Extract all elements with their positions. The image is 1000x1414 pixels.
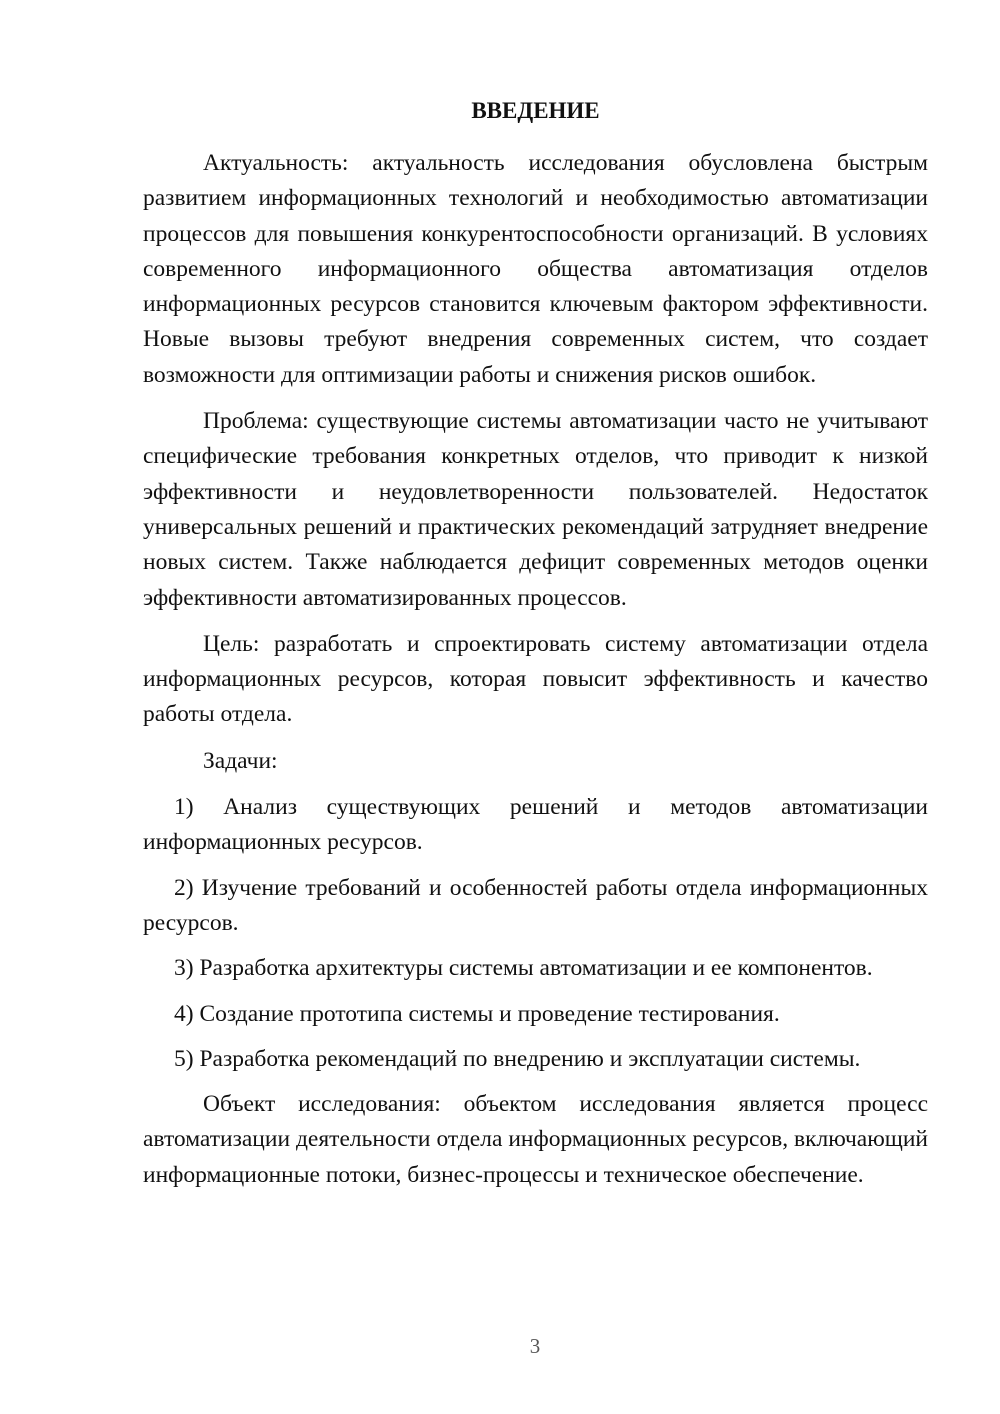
task-item-3: 3) Разработка архитектуры системы автоматизации и ее компонентов. <box>174 955 873 982</box>
task-item-1: 1) Анализ существующих решений и методов автоматизации информационных ресурсов. <box>143 794 928 856</box>
paragraph-goal: Цель: разработать и спроектировать систему автоматизации отдела информационных ресурсов, которая повысит эффективность и качество работы отдела. <box>143 630 928 728</box>
paragraph-object: Объект исследования: объектом исследования является процесс автоматизации деятельности отдела информационных ресурсов, включающий информационные потоки, бизнес-процессы и техническое обеспечение. <box>143 1091 928 1188</box>
paragraph-relevance: Актуальность: актуальность исследования обусловлена быстрым развитием информационных технологий и необходимостью автоматизации процессов для повышения конкурентоспособности организаций. В условиях современного информационного общества автоматизация отделов информационных ресурсов становится ключевым фактором эффективности. Новые вызовы требуют внедрения современных систем, что создает возможности для оптимизации работы и снижения рисков ошибок. <box>143 150 928 388</box>
tasks-heading: Задачи: <box>203 747 278 774</box>
paragraph-problem: Проблема: существующие системы автоматизации часто не учитывают специфические требования конкретных отделов, что приводит к низкой эффективности и неудовлетворенности пользователей. Недостаток универсальных решений и практических рекомендаций затрудняет внедрение новых систем. Также наблюдается дефицит современных методов оценки эффективности автоматизированных процессов. <box>143 408 928 611</box>
task-item-5: 5) Разработка рекомендаций по внедрению и эксплуатации системы. <box>174 1045 861 1072</box>
page-number: 3 <box>529 1334 541 1358</box>
page-content <box>143 96 928 1204</box>
task-item-4: 4) Создание прототипа системы и проведение тестирования. <box>174 1000 780 1027</box>
task-item-2: 2) Изучение требований и особенностей работы отдела информационных ресурсов. <box>143 874 928 936</box>
page-title: ВВЕДЕНИЕ <box>471 98 600 123</box>
